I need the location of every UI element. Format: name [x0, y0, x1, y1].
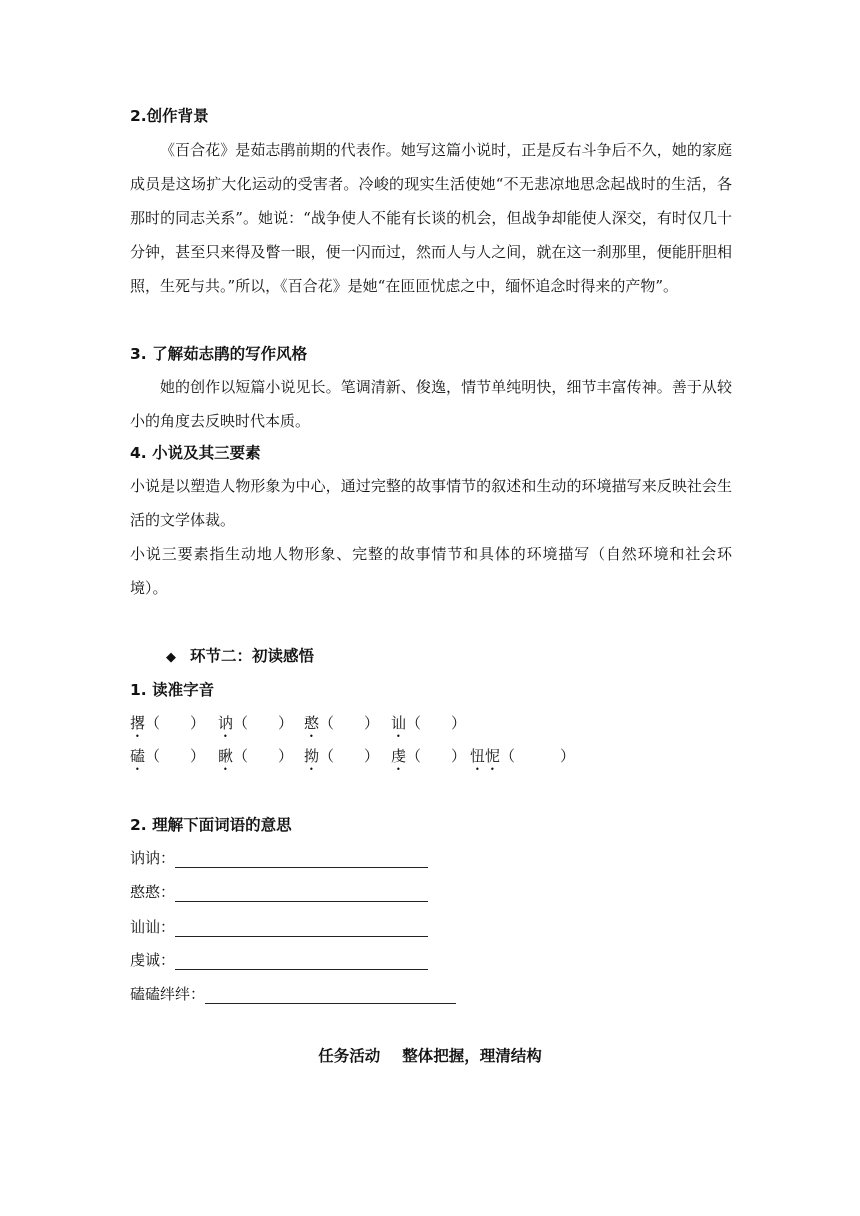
pronunciation-char: 讪 — [391, 714, 407, 732]
pronunciation-item — [470, 746, 575, 774]
pinyin-blank[interactable]: （ ） — [145, 747, 206, 765]
pronunciation-item — [218, 713, 304, 741]
pronunciation-char: 磕 — [130, 747, 146, 765]
vocab-term: 憨憨： — [130, 883, 176, 901]
vocab-term: 虔诚： — [130, 951, 176, 969]
pronunciation-char: 瞅 — [218, 747, 234, 765]
vocab-row — [130, 984, 456, 1004]
stage-heading — [166, 646, 314, 668]
section-heading-novel-elements: 4. 小说及其三要素 — [130, 444, 261, 462]
pronunciation-char: 讷 — [218, 714, 234, 732]
section-heading-style: 3. 了解茹志鹃的写作风格 — [130, 345, 308, 363]
pinyin-blank[interactable]: （ ） — [500, 747, 576, 765]
pronunciation-item — [218, 746, 304, 774]
vocab-row — [130, 917, 428, 937]
diamond-bullet-icon: ◆ — [166, 650, 176, 665]
pronunciation-char: 拗 — [304, 747, 320, 765]
pinyin-blank[interactable]: （ ） — [233, 714, 294, 732]
task-heading — [0, 1046, 860, 1066]
pinyin-blank[interactable]: （ ） — [145, 714, 206, 732]
vocab-term: 讷讷： — [130, 849, 176, 867]
pronunciation-item — [304, 713, 391, 741]
three-elements-paragraph: 小说三要素指生动地人物形象、完整的故事情节和具体的环境描写（自然环境和社会环境）。 — [130, 545, 732, 597]
pinyin-blank[interactable]: （ ） — [406, 747, 467, 765]
stage-heading-text: 环节二：初读感悟 — [190, 647, 315, 665]
vocab-term: 讪讪： — [130, 918, 176, 936]
task-label: 任务活动 — [318, 1047, 381, 1065]
vocabulary-heading: 2. 理解下面词语的意思 — [130, 816, 292, 834]
pronunciation-item — [130, 713, 218, 741]
task-title: 整体把握，理清结构 — [402, 1047, 542, 1065]
section-heading-background: 2.创作背景 — [130, 107, 209, 125]
answer-line[interactable] — [175, 885, 428, 902]
pinyin-blank[interactable]: （ ） — [406, 714, 467, 732]
answer-line[interactable] — [205, 987, 456, 1004]
pronunciation-item — [304, 746, 391, 774]
pinyin-blank[interactable]: （ ） — [319, 747, 380, 765]
style-paragraph: 她的创作以短篇小说见长。笔调清新、俊逸，情节单纯明快，细节丰富传神。善于从较小的角度去反映时代本质。 — [130, 378, 732, 430]
pronunciation-char: 撂 — [130, 714, 146, 732]
pronunciation-item — [391, 713, 466, 741]
pronunciation-heading: 1. 读准字音 — [130, 681, 215, 699]
pronunciation-item — [391, 746, 470, 774]
background-paragraph: 《百合花》是茹志鹃前期的代表作。她写这篇小说时，正是反右斗争后不久，她的家庭成员是这场扩大化运动的受害者。冷峻的现实生活使她“不无悲凉地思念起战时的生活，各那时的同志关系”。她说：“战争使人不能有长谈的机会，但战争却能使人深交，有时仅几十分钟，甚至只来得及瞥一眼，便一闪而过，然而人与人之间，就在这一刹那里，便能肝胆相照，生死与共。”所以，《百合花》是她“在匝匝忧虑之中，缅怀追念时得来的产物”。 — [130, 141, 732, 295]
vocab-row — [130, 848, 428, 868]
answer-line[interactable] — [175, 953, 428, 970]
vocab-row — [130, 950, 428, 970]
vocab-row — [130, 882, 428, 902]
pronunciation-row-2 — [130, 746, 575, 774]
answer-line[interactable] — [175, 920, 428, 937]
pronunciation-char: 憨 — [304, 714, 320, 732]
pronunciation-char: 忸怩 — [470, 747, 501, 765]
pinyin-blank[interactable]: （ ） — [233, 747, 294, 765]
novel-definition-paragraph: 小说是以塑造人物形象为中心，通过完整的故事情节的叙述和生动的环境描写来反映社会生活的文学体裁。 — [130, 477, 732, 529]
pinyin-blank[interactable]: （ ） — [319, 714, 380, 732]
pronunciation-item — [130, 746, 218, 774]
pronunciation-char: 虔 — [391, 747, 407, 765]
pronunciation-row-1 — [130, 713, 466, 741]
answer-line[interactable] — [175, 851, 428, 868]
vocab-term: 磕磕绊绊： — [130, 985, 206, 1003]
